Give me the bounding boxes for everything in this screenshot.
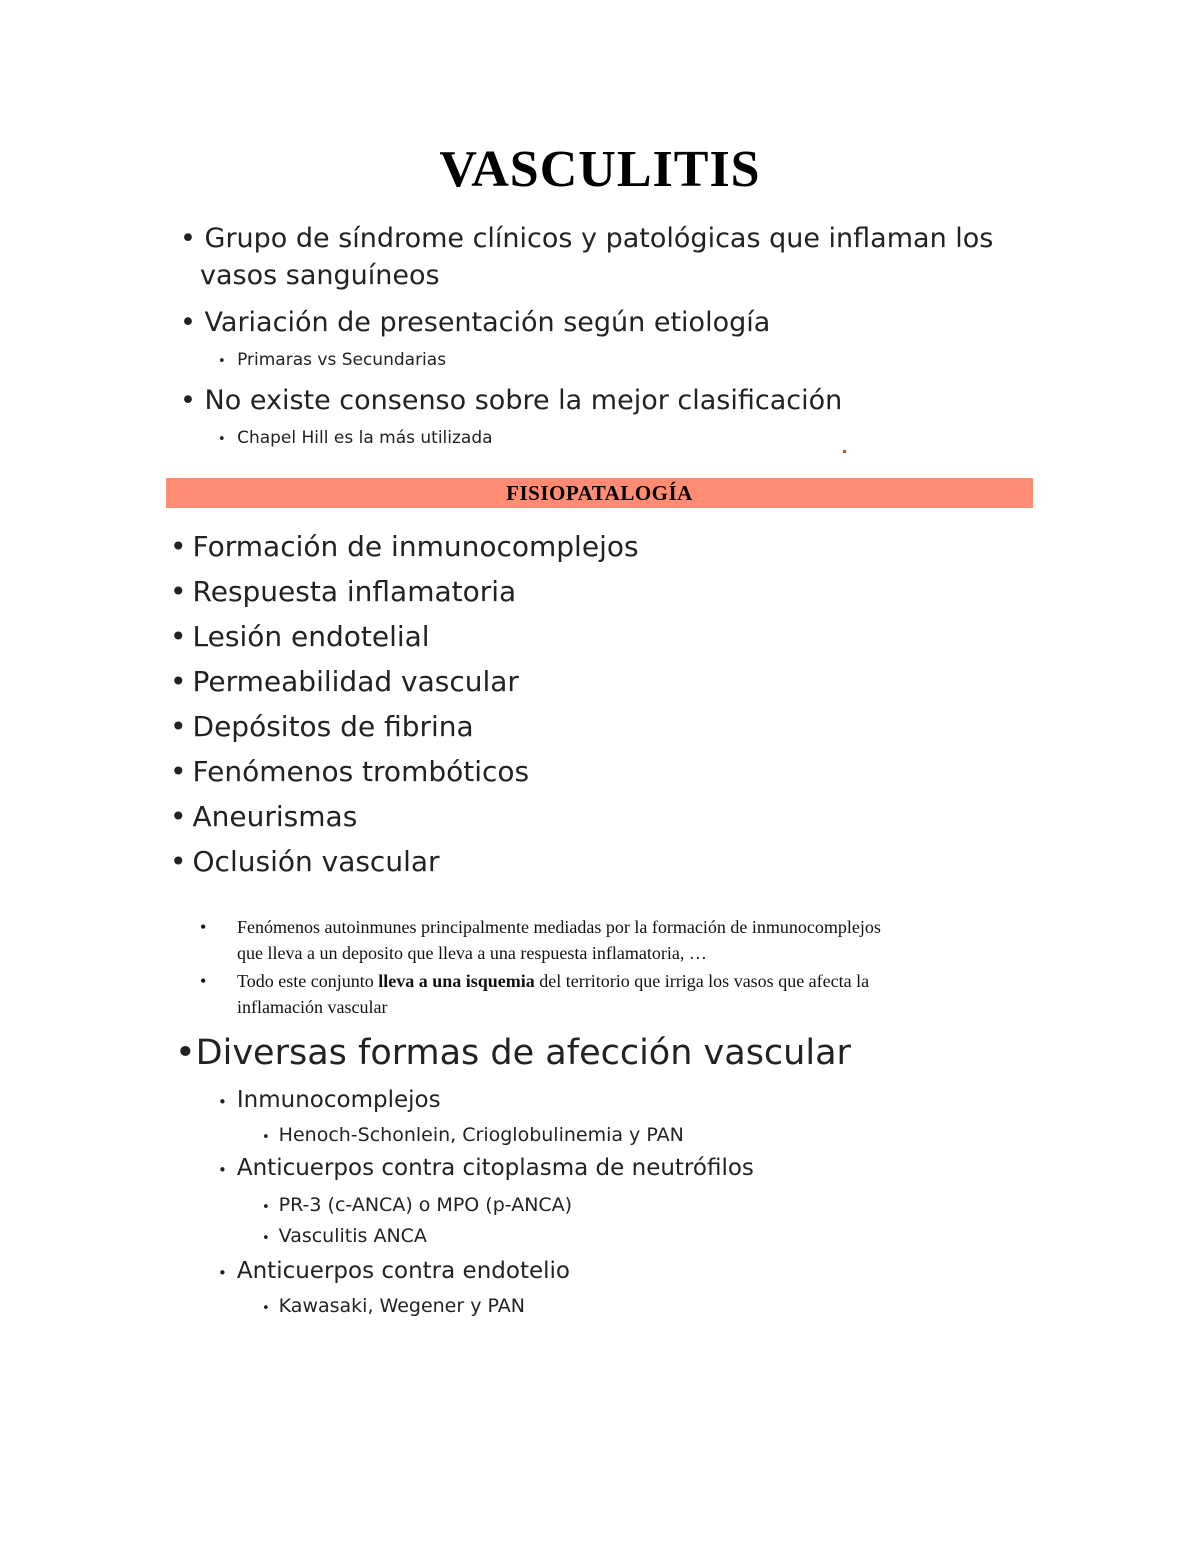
list-item — [180, 223, 993, 254]
sub-list-item — [218, 428, 493, 448]
list-item-text: Aneurismas — [192, 800, 358, 833]
diversas-title-text: Diversas formas de afección vascular — [195, 1033, 851, 1073]
bullet-icon: • — [170, 530, 187, 563]
note-text — [237, 971, 869, 992]
list-item — [170, 530, 639, 563]
list-item-text: Variación de presentación según etiología — [204, 307, 771, 338]
bullet-icon: • — [262, 1231, 270, 1246]
diversas-group — [218, 1155, 754, 1181]
bullet-icon: • — [180, 223, 196, 254]
sub-list-item — [218, 350, 446, 370]
bullet-icon: • — [175, 1033, 196, 1073]
list-item-text: Grupo de síndrome clínicos y patológicas que inflaman los — [204, 223, 994, 254]
bullet-icon: • — [180, 307, 196, 338]
diversas-title — [175, 1033, 851, 1073]
list-item-text: Permeabilidad vascular — [192, 665, 519, 698]
note-text-plain: del territorio que irriga los vasos que afecta la — [534, 971, 870, 991]
diversas-sub-item — [262, 1194, 572, 1216]
bullet-icon: • — [218, 1161, 227, 1179]
bullet-icon: • — [170, 575, 187, 608]
bullet-icon: • — [218, 1093, 227, 1111]
page-title: VASCULITIS — [439, 141, 761, 198]
diversas-sub-item — [262, 1124, 684, 1146]
bullet-icon: • — [218, 432, 226, 447]
bullet-icon: • — [218, 1264, 227, 1282]
bullet-icon: • — [218, 354, 226, 369]
diversas-group-label: Anticuerpos contra citoplasma de neutrófilos — [236, 1155, 754, 1181]
list-item-text: Respuesta inflamatoria — [192, 575, 517, 608]
bullet-icon: • — [170, 800, 187, 833]
bullet-icon: • — [262, 1301, 270, 1316]
sub-list-item-text: Primaras vs Secundarias — [237, 350, 447, 370]
note-text-continuation: que lleva a un deposito que lleva a una respuesta inflamatoria, … — [237, 943, 707, 963]
note-bullet-icon: • — [200, 971, 207, 991]
note-text-continuation: inflamación vascular — [237, 997, 388, 1017]
list-item — [170, 620, 430, 653]
diversas-group-label: Anticuerpos contra endotelio — [236, 1258, 570, 1284]
list-item-text: Depósitos de fibrina — [192, 710, 474, 743]
note-text-bold: lleva a una isquemia — [378, 971, 535, 991]
list-item-continuation: vasos sanguíneos — [200, 260, 440, 291]
sub-list-item-text: Chapel Hill es la más utilizada — [237, 428, 493, 448]
list-item — [170, 575, 516, 608]
list-item — [180, 307, 770, 338]
bullet-icon: • — [170, 845, 187, 878]
list-item — [170, 845, 440, 878]
list-item — [170, 710, 474, 743]
bullet-icon: • — [262, 1130, 270, 1145]
note-text: Fenómenos autoinmunes principalmente mediadas por la formación de inmunocomplejos — [237, 917, 881, 937]
diversas-sub-item — [262, 1295, 525, 1317]
list-item-text: Oclusión vascular — [192, 845, 440, 878]
list-item — [170, 755, 529, 788]
diversas-group-label: Inmunocomplejos — [236, 1087, 441, 1113]
bullet-icon: • — [170, 665, 187, 698]
diversas-sub-item-text: PR-3 (c-ANCA) o MPO (p-ANCA) — [278, 1194, 573, 1216]
list-item-text: Formación de inmunocomplejos — [192, 530, 639, 563]
bullet-icon: • — [180, 385, 196, 416]
list-item-text: No existe consenso sobre la mejor clasificación — [204, 385, 843, 416]
section-header-bar — [166, 478, 1033, 508]
diversas-group — [218, 1087, 441, 1113]
bullet-icon: • — [262, 1200, 270, 1215]
note-bullet-icon: • — [200, 917, 207, 937]
list-item — [180, 385, 842, 416]
red-dot-mark — [843, 450, 846, 453]
diversas-sub-item-text: Vasculitis ANCA — [278, 1225, 427, 1247]
diversas-sub-item-text: Henoch-Schonlein, Crioglobulinemia y PAN — [278, 1124, 684, 1146]
note-text-plain: Todo este conjunto — [237, 971, 379, 991]
bullet-icon: • — [170, 620, 187, 653]
list-item — [170, 800, 357, 833]
list-item-text: Lesión endotelial — [192, 620, 430, 653]
list-item-text: Fenómenos trombóticos — [192, 755, 530, 788]
list-item — [170, 665, 519, 698]
diversas-sub-item — [262, 1225, 427, 1247]
diversas-group — [218, 1258, 570, 1284]
diversas-sub-item-text: Kawasaki, Wegener y PAN — [278, 1295, 525, 1317]
bullet-icon: • — [170, 710, 187, 743]
section-title: FISIOPATALOGÍA — [506, 481, 693, 505]
bullet-icon: • — [170, 755, 187, 788]
